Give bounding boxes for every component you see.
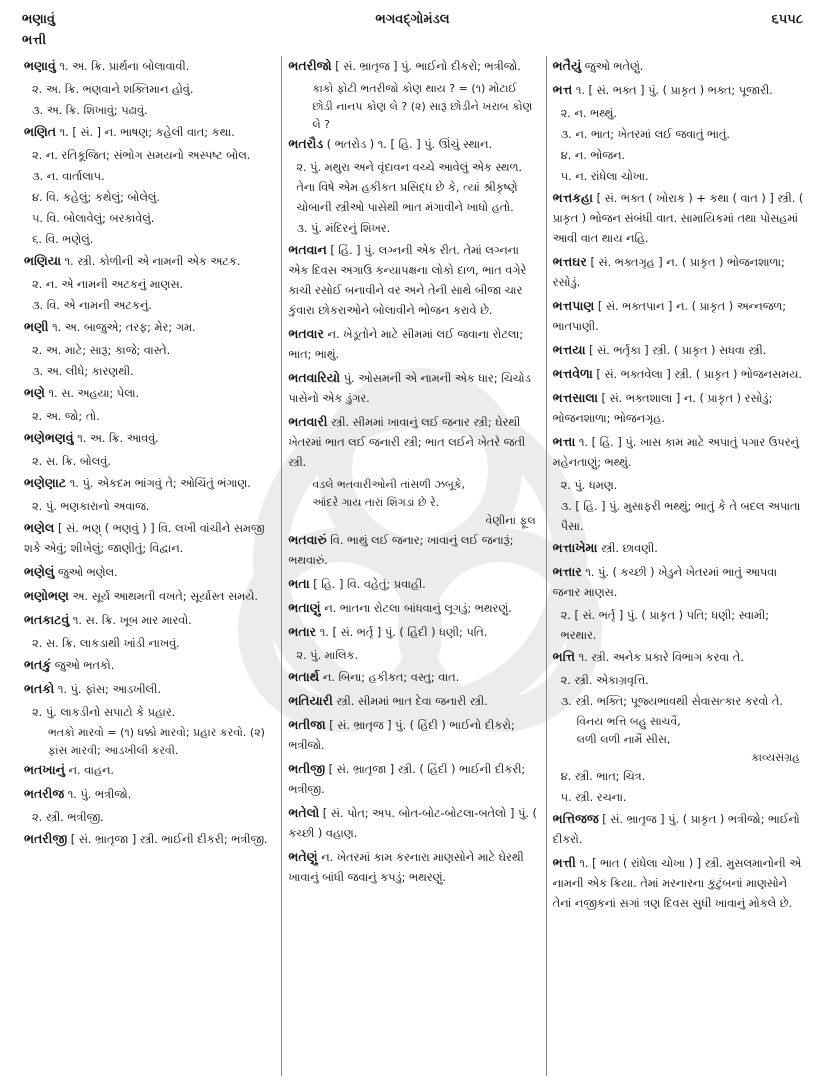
definition-text: [ સં. ભ્રાતૃજ ] પું. ભાઈનો દીકરો; ભત્રીજો. bbox=[335, 60, 521, 73]
dictionary-entry bbox=[288, 667, 539, 688]
definition-text: [ સં. ભ્રાતૃજ ] પું. ( પ્રાકૃત ) ભત્રીજો; ભાઈનો દીકરો. bbox=[552, 813, 800, 846]
definition-text: પું. ઓસમની એ નામની એક ધાર; ચિચોડ પાસેનો એક ડુંગર. bbox=[288, 372, 531, 405]
column-3 bbox=[546, 56, 810, 1076]
dictionary-entry bbox=[288, 598, 539, 619]
dictionary-entry bbox=[553, 432, 804, 473]
definition-text: [ સં. ભર્તૃકા ] સ્ત્રી. ( પ્રાકૃત ) સધવા સ્ત્રી. bbox=[589, 344, 767, 357]
definition-text: ન. ખેતરમાં કામ કરનારા માણસોને માટે ઘેરથી ખાવાનું બાંધી જવાનું કપડું; ભથરણું. bbox=[288, 851, 524, 884]
sub-sense: ૩. ન. વાર્તાલાપ. bbox=[32, 170, 105, 183]
dictionary-entry bbox=[24, 428, 275, 449]
headword: ભતવારિયો bbox=[288, 370, 341, 385]
headword: ભતરીજ bbox=[24, 786, 65, 801]
dictionary-entry bbox=[24, 655, 275, 676]
headword: ભતિયારી bbox=[288, 693, 333, 708]
dictionary-entry bbox=[24, 829, 275, 850]
sub-sense: ૪. સ્ત્રી. ભાત; ચિત્ર. bbox=[560, 770, 646, 783]
running-title: ભગવદ્ગોમંડલ bbox=[375, 12, 450, 27]
poem-line: વિનય ભત્તિ બહુ સાચવૈં, bbox=[576, 715, 681, 728]
sub-sense: ૨. અ. ક્રિ. ભણવાને શક્તિમાન હોવું. bbox=[32, 83, 194, 96]
headword: ભણી bbox=[24, 319, 49, 334]
dictionary-entry bbox=[553, 340, 804, 361]
headword: ભણિત bbox=[24, 124, 57, 139]
headword: ભત્તઘર bbox=[552, 254, 587, 269]
sub-sense: ૩. ન. ભાત; ખેતરમાં લઈ જવાતું ભાતું. bbox=[560, 128, 730, 141]
dictionary-entry bbox=[24, 122, 275, 143]
definition-text: જુઓ ભણેલ. bbox=[57, 566, 118, 579]
sub-sense: ૩. સ્ત્રી. ભક્તિ; પૂજ્યભાવથી સેવાસત્કાર કરવો તે. bbox=[560, 695, 783, 708]
dictionary-entry bbox=[24, 473, 275, 494]
definition-text: ૧. [ હિં. ] પું. ખાસ કામ માટે અપાતું પગાર ઉપરનું મહેનતાણું; ભથ્થું. bbox=[552, 436, 799, 469]
headword: ભતીજા bbox=[288, 717, 326, 732]
definition-text: ૧. [ સં. ભક્ત ] પું. ( પ્રાકૃત ) ભક્ત; પૂજારી. bbox=[575, 84, 773, 97]
headword: ભતાર bbox=[288, 624, 317, 639]
dictionary-entry bbox=[288, 847, 539, 888]
dictionary-entry bbox=[288, 574, 539, 595]
definition-text: [ સં. ભક્તગૃહ ] ન. ( પ્રાકૃત ) ભોજનશાળા; રસોડું. bbox=[552, 256, 785, 289]
headword: ભત્તવેળા bbox=[552, 366, 593, 381]
definition-text: ૧. પું. ( કચ્છી ) ખેડુને ખેતરમાં ભાતું આપવા જનાર માણસ. bbox=[552, 566, 777, 599]
dictionary-entry bbox=[24, 562, 275, 583]
sub-sense: ૨. ન. ભથ્થું. bbox=[560, 107, 617, 120]
headword: ભત્તપાણ bbox=[552, 298, 595, 313]
poem-citation: વેણીનાં ફૂલ bbox=[485, 514, 536, 527]
dictionary-entry bbox=[24, 784, 275, 805]
sub-sense: ૩. વિ. એ નામની અટકનું. bbox=[32, 299, 152, 312]
dictionary-entry bbox=[553, 296, 804, 337]
definition-text: [ સં. ભ્રાતૃજા ] સ્ત્રી. ( હિંદી ) ભાઈની દીકરી; ભત્રીજી. bbox=[288, 763, 526, 796]
definition-text: [ સં. ભક્તશાલા ] ન. ( પ્રાકૃત ) રસોડું; ભોજનશાળા; ભોજનગૃહ. bbox=[552, 392, 773, 425]
headword: ભતા bbox=[288, 576, 310, 591]
dictionary-entry bbox=[288, 530, 539, 571]
definition-text: [ હિ. ] વિ. વહેતું; પ્રવાહી. bbox=[313, 578, 426, 591]
definition-text: [ સં. પોત; અપ. બોત-બોટ-બોટલા-બતેલો ] પું. ( કચ્છી ) વહાણ. bbox=[288, 807, 537, 840]
definition-text: ૧. સ્ત્રી. અનેક પ્રકારે વિભાગ કરવા તે. bbox=[578, 651, 744, 664]
headword: ભતવારી bbox=[288, 414, 328, 429]
definition-text: ૧. પું. ફાંસ; આડખીલી. bbox=[57, 683, 161, 696]
definition-text: ૧. સ્ત્રી. કોળીની એ નામની એક અટક. bbox=[64, 255, 241, 268]
definition-text: સ્ત્રી. સીમમાં ભાત દેવા જનારી સ્ત્રી. bbox=[336, 695, 488, 708]
sub-sense: ૫. સ્ત્રી. રચના. bbox=[560, 791, 627, 804]
headword: ભતવાર bbox=[288, 326, 324, 341]
sub-sense: ૨. પું. લાકડીનો સપાટો કે પ્રહાર. bbox=[32, 706, 176, 719]
sub-sense: ૩. અ. લીધે; કારણથી. bbox=[32, 365, 134, 378]
page-number: ૬૫૫૮ bbox=[771, 12, 803, 27]
dictionary-entry bbox=[24, 679, 275, 700]
dictionary-entry bbox=[553, 647, 804, 668]
dictionary-entry bbox=[24, 760, 275, 781]
sub-sense: ૪. ન. ભોજન. bbox=[560, 149, 625, 162]
dictionary-entry bbox=[24, 317, 275, 338]
headword: ભણિયા bbox=[24, 253, 62, 268]
definition-text: સ્ત્રી. સીમમાં ખાવાનું લઈ જનાર સ્ત્રી; ઘેરથી ખેતરમાં ભાત લઈ જનારી સ્ત્રી; ભાત લઈને ખેતરે જતી સ્ત્રી. bbox=[288, 416, 526, 469]
dictionary-entry bbox=[553, 252, 804, 293]
dictionary-entry bbox=[553, 853, 804, 914]
headword: ભતૈયું bbox=[552, 58, 582, 73]
headword: ભણેલું bbox=[24, 564, 55, 579]
dictionary-entry bbox=[24, 56, 275, 77]
dictionary-entry bbox=[553, 188, 804, 249]
sub-sense: ૨. [ સં. ભર્તૃ ] પું. ( પ્રાકૃત ) પતિ; ધણી; સ્વામી; ભરથાર. bbox=[560, 609, 770, 642]
dictionary-entry bbox=[288, 759, 539, 800]
sub-sense: ૨. અ. માટે; સારૂ; કાજે; વાસ્તે. bbox=[32, 344, 171, 357]
dictionary-entry bbox=[288, 412, 539, 473]
headword: ભતેલો bbox=[288, 805, 320, 820]
definition-text: જુઓ ભતેણું. bbox=[584, 60, 644, 73]
dictionary-entry bbox=[553, 80, 804, 101]
headword: ભતેણું bbox=[288, 849, 318, 864]
dictionary-entry bbox=[288, 368, 539, 409]
headword: ભણેભણવું bbox=[24, 430, 74, 445]
definition-text: ન. ભાતના રોટલા બાંધવાનું લૂગડું; ભથરણું. bbox=[324, 602, 512, 615]
definition-text: ( ભતરોડ ) ૧. [ હિ. ] પું. ઊંચું સ્થાન. bbox=[326, 138, 493, 151]
idiom-example: કાકો ફોટી ભતરીજો કોણ થાય ? = (૧) મોટાઈ છોડી નાનપ કોણ લે ? (૨) સારૂં છોડીને ખરાબ કોણ લે ? bbox=[312, 82, 533, 131]
sub-sense: ૪. વિ. કહેલું; કથેલું; બોલેલું. bbox=[32, 191, 161, 204]
definition-text: અ. સૂર્ય આથમતી વખતે; સૂર્યાસ્ત સમયે. bbox=[72, 590, 258, 603]
dictionary-entry bbox=[288, 803, 539, 844]
sub-sense: ૨. સ. ક્રિ. બોલવું. bbox=[32, 455, 111, 468]
sub-sense: ૩. અ. ક્રિ. શિખાવું; પઢાવું. bbox=[32, 104, 148, 117]
dictionary-entry bbox=[24, 586, 275, 607]
sub-sense: ૨. પું. માલિક. bbox=[296, 649, 359, 662]
headword: ભતકું bbox=[24, 657, 52, 672]
definition-text: [ સં. ભણ્ ( ભણવું ) ] વિ. લખી વાંચીને સમજી શકે એવું; શીખેલું; જાણીતું; વિદ્વાન. bbox=[24, 522, 265, 555]
definition-text: [ સં. ભક્તવેલા ] સ્ત્રી. ( પ્રાકૃત ) ભોજનસમય. bbox=[596, 368, 802, 381]
headword: ભતાણું bbox=[288, 600, 321, 615]
headword: ભતરૌડ bbox=[288, 136, 324, 151]
definition-text: ૧. અ. ક્રિ. આવવું. bbox=[77, 432, 159, 445]
sub-sense: ૨. અ. જો; તો. bbox=[32, 410, 100, 423]
sub-sense: ૩. [ હિ. ] પું. મુસાફરી ભથ્થું; ભાતું કે તે બદલ અપાતા પૈસા. bbox=[560, 500, 801, 533]
poem-line: લળી લળી નામૈં સીસ, bbox=[576, 733, 671, 746]
dictionary-entry bbox=[553, 56, 804, 77]
headword: ભત્તસાલા bbox=[552, 390, 598, 405]
definition-text: ન. બિના; હકીકત; વસ્તુ; વાત. bbox=[322, 671, 460, 684]
headword: ભણાવું bbox=[24, 58, 56, 73]
definition-text: ૧. અ. બાજુએ; તરફ; મેર; ગમ. bbox=[52, 321, 196, 334]
sub-sense: ૨. પું. ભણકારાનો અવાજ. bbox=[32, 500, 150, 513]
definition-text: [ હિં. ] પું. લગ્નની એક રીત. તેમાં લગ્નના એક દિવસ અગાઉ કન્યાપક્ષના લોકો દાળ, ભાત વગેરે કાચી રસોઈ બનાવીને વર અને તેની સાથે બીજા ચાર કુંવારા છોકરાઓને બોલાવીને ભોજન કરાવે છે. bbox=[288, 244, 527, 317]
headword: ભણે bbox=[24, 385, 45, 400]
sub-sense: ૫. વિ. બોલાવેલું; બરકાવેલું. bbox=[32, 212, 155, 225]
dictionary-entry bbox=[288, 134, 539, 155]
headword: ભતવાન bbox=[288, 242, 327, 257]
headword: ભત્તયા bbox=[552, 342, 586, 357]
headword: ભતકાટવું bbox=[24, 612, 70, 627]
definition-text: જુઓ ભતકો. bbox=[54, 659, 115, 672]
headword: ભત્તાખેમા bbox=[552, 540, 598, 555]
headword: ભત્ત bbox=[552, 82, 573, 97]
poem-citation: કાવ્યસંગ્રહ bbox=[751, 751, 800, 764]
dictionary-entry bbox=[288, 56, 539, 77]
sub-sense: ૩. પું. મંદિરનું શિખર. bbox=[296, 222, 391, 235]
dictionary-entry bbox=[553, 388, 804, 429]
dictionary-entry bbox=[288, 691, 539, 712]
headword: ભતખાનું bbox=[24, 762, 65, 777]
definition-text: [ સં. ભ્રાતૃજા ] સ્ત્રી. ભાઈની દીકરી; ભત્રીજી. bbox=[70, 833, 268, 846]
headword: ભત્તા bbox=[552, 434, 576, 449]
dictionary-entry bbox=[24, 610, 275, 631]
definition-text: [ સં. ભ્રાતૃજ ] પું. ( હિંદી ) ભાઈનો દીકરો; ભત્રીજો. bbox=[288, 719, 515, 752]
dictionary-entry bbox=[288, 715, 539, 756]
definition-text: ૧. [ સં. ભર્તૃ ] પું. ( હિંદી ) ધણી; પતિ. bbox=[319, 626, 488, 639]
idiom-example: ભતકો મારવો = (૧) ધક્કો મારવો; પ્રહાર કરવો. (૨) ફાંસ મારવી; આડખીલી કરવી. bbox=[48, 726, 265, 757]
dictionary-entry bbox=[288, 324, 539, 365]
page-header bbox=[0, 0, 825, 56]
definition-text: ૧. પું. એકદમ ભાંગવું તે; ઓચિંતું ભંગાણ. bbox=[69, 477, 251, 490]
headword: ભતરીજી bbox=[24, 831, 68, 846]
dictionary-columns bbox=[18, 56, 810, 1076]
dictionary-entry bbox=[553, 364, 804, 385]
headword: ભતીજી bbox=[288, 761, 326, 776]
dictionary-entry bbox=[553, 538, 804, 559]
sub-sense: ૨. ન. એ નામની અટકનું માણસ. bbox=[32, 278, 184, 291]
definition-text: [ સં. ભક્ત ( ખોરાક ) + કથા ( વાત ) ] સ્ત્રી. ( પ્રાકૃત ) ભોજન સંબંધી વાત. સામાયિકમાં તથા પોસહમાં આવી વાત થાય નહિ. bbox=[552, 192, 804, 245]
dictionary-entry bbox=[24, 251, 275, 272]
headword: ભતરીજો bbox=[288, 58, 332, 73]
definition-text: [ સં. ભક્તપાન ] ન. ( પ્રાકૃત ) અન્નજળ; ભાતપાણી. bbox=[552, 300, 787, 333]
poem-line: વડલે ભતવારીઓની તાંસળી ઝબૂકે, bbox=[312, 478, 466, 491]
sub-sense: ૨. ન. રતિકૂજિત; સંભોગ સમયનો અસ્પષ્ટ બોલ. bbox=[32, 149, 251, 162]
dictionary-entry bbox=[553, 809, 804, 850]
definition-text: ન. વાહન. bbox=[68, 764, 114, 777]
column-2 bbox=[281, 56, 545, 1076]
sub-sense: ૫. ન. રાંધેલા ચોખા. bbox=[560, 170, 649, 183]
guide-word-first: ભણાવું bbox=[22, 12, 56, 27]
definition-text: ૧. અ. ક્રિ. પ્રાર્થના બોલાવાવી. bbox=[59, 60, 190, 73]
headword: ભત્તી bbox=[552, 855, 576, 870]
sub-sense: ૨. સ્ત્રી. ભત્રીજી. bbox=[32, 811, 104, 824]
definition-text: ૧. સ. ક્રિ. ખૂબ માર મારવો. bbox=[72, 614, 192, 627]
sub-sense: ૨. સ. ક્રિ. લાકડાથી ખાંડી નાખવું. bbox=[32, 637, 180, 650]
definition-text: ૧. [ ભાત ( રાંધેલા ચોખા ) ] સ્ત્રી. મુસલમાનોની એ નામની એક ક્રિયા. તેમાં મરનારના કુટુંબનાં માણસોને તેનાં નજીકનાં સગાં ત્રણ દિવસ સુધી ખાવાનું મોકલે છે. bbox=[552, 857, 802, 910]
headword: ભત્તાર bbox=[552, 564, 582, 579]
definition-text: ૧. સ. અહયા; પેલા. bbox=[48, 387, 140, 400]
headword: ભતાર્થ bbox=[288, 669, 320, 684]
dictionary-entry bbox=[24, 518, 275, 559]
headword: ભણેલ bbox=[24, 520, 55, 535]
sub-sense: ૨. સ્ત્રી. એકાગ્રવૃત્તિ. bbox=[560, 674, 649, 687]
headword: ભત્તિ bbox=[552, 649, 576, 664]
dictionary-entry bbox=[288, 622, 539, 643]
sub-sense: ૨. પું. ધમણ. bbox=[560, 479, 618, 492]
definition-text: સ્ત્રી. છાવણી. bbox=[601, 542, 658, 555]
definition-text: ૧. પું. ભત્રીજો. bbox=[67, 788, 132, 801]
headword: ભત્તકહા bbox=[552, 190, 593, 205]
poem-line: ઑંદરે ગાય તારાં શિંગડાં છે રે. bbox=[312, 496, 440, 509]
headword: ભત્તિજજ bbox=[552, 811, 599, 826]
sub-sense: ૨. પું. મથુરા અને વૃંદાવન વચ્ચે આવેલું એક સ્થળ. તેના વિષે એમ હકીકત પ્રસિદ્ધ છે કે, ત્યાં શ્રીકૃષ્ણે ચોબાની સ્ત્રીઓ પાસેથી ભાત મંગાવીને ખાધો હતો. bbox=[296, 161, 522, 214]
column-1 bbox=[18, 56, 281, 1076]
dictionary-entry bbox=[24, 383, 275, 404]
dictionary-entry bbox=[553, 562, 804, 603]
definition-text: ૧. [ સં. ] ન. ભાષણ; કહેલી વાત; કથા. bbox=[59, 126, 235, 139]
headword: ભતવારું bbox=[288, 532, 327, 547]
headword: ભણેણાટ bbox=[24, 475, 67, 490]
guide-word-last: ભત્તી bbox=[22, 33, 47, 48]
headword: ભતકો bbox=[24, 681, 55, 696]
sub-sense: ૬. વિ. ભણેલું. bbox=[32, 233, 94, 246]
headword: ભણોભણ bbox=[24, 588, 69, 603]
definition-text: વિ. ભાથું લઈ જનાર; ખાવાનું લઈ જનારૂં; ભથવારું. bbox=[288, 534, 514, 567]
dictionary-entry bbox=[288, 240, 539, 321]
definition-text: ન. ખેડૂતોને માટે સીમમાં લઈ જવાના રોટલા; ભાત; ભાથું. bbox=[288, 328, 524, 361]
